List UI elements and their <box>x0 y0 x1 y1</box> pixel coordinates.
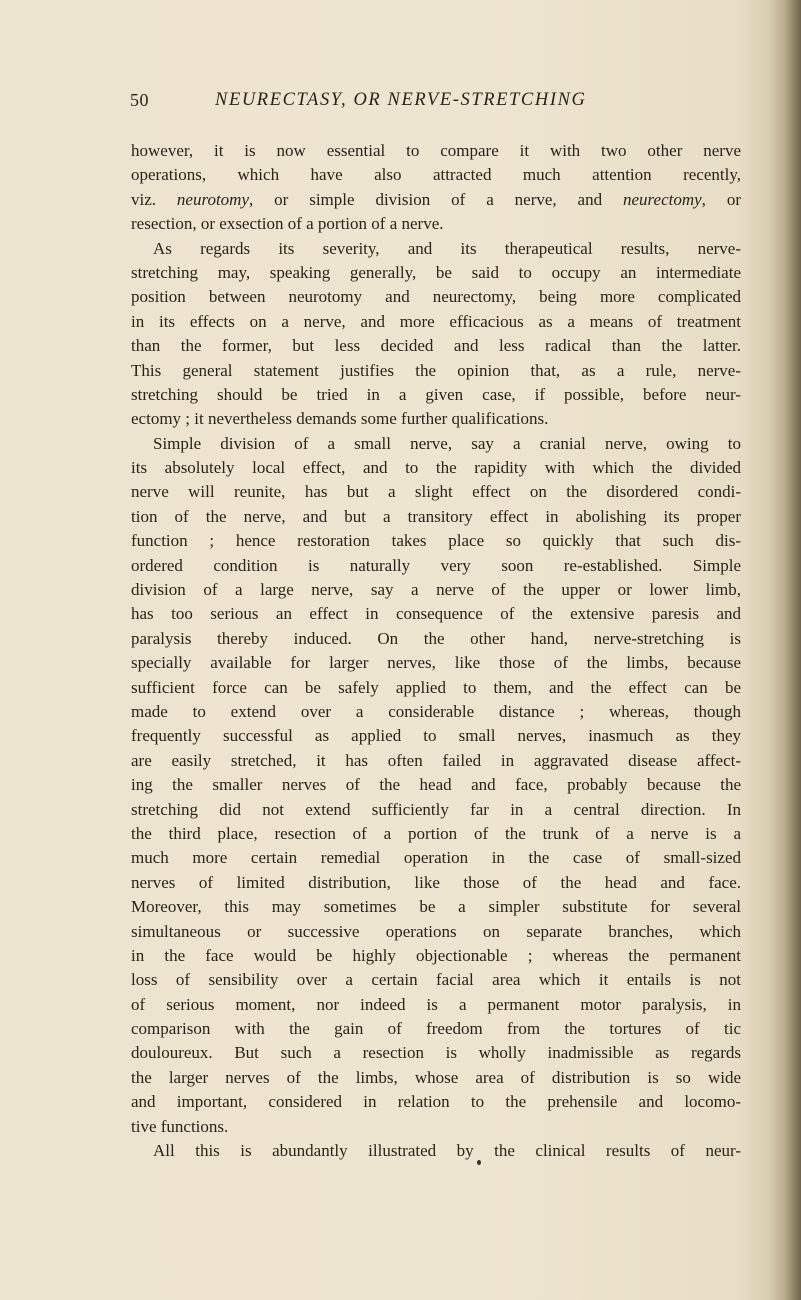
text-line: comparison with the gain of freedom from the tortures of tic <box>131 1019 741 1039</box>
body-text <box>131 139 741 1163</box>
text-line: tion of the nerve, and but a transitory effect in abolishing its proper <box>131 506 741 526</box>
text-line: nerves of limited distribution, like those of the head and face. <box>131 872 741 892</box>
text-run: viz. <box>131 189 177 209</box>
text-line: ordered condition is naturally very soon re-established. Simple <box>131 555 741 575</box>
text-line: sufficient force can be safely applied to them, and the effect can be <box>131 677 741 697</box>
text-line: of serious moment, nor indeed is a permanent motor paralysis, in <box>131 994 741 1014</box>
text-line: specially available for larger nerves, like those of the limbs, because <box>131 653 741 673</box>
text-line: Simple division of a small nerve, say a cranial nerve, owing to <box>153 433 741 453</box>
text-line: resection, or exsection of a portion of a nerve. <box>131 214 444 234</box>
text-line: operations, which have also attracted much attention recently, <box>131 165 741 185</box>
page-number: 50 <box>130 90 149 110</box>
text-line: function ; hence restoration takes place so quickly that such dis- <box>131 531 741 551</box>
text-line: stretching should be tried in a given case, if possible, before neur- <box>131 384 741 404</box>
text-line: As regards its severity, and its therapeutical results, nerve- <box>153 238 741 258</box>
text-line: All this is abundantly illustrated by the clinical results of neur- <box>153 1141 741 1161</box>
text-line: simultaneous or successive operations on separate branches, which <box>131 921 741 941</box>
text-line: stretching did not extend sufficiently far in a central direction. In <box>131 799 741 819</box>
text-line: however, it is now essential to compare it with two other nerve <box>131 141 741 160</box>
text-line <box>131 188 741 212</box>
italic-term-neurectomy: neurectomy <box>623 189 702 209</box>
text-line: in the face would be highly objectionable ; whereas the permanent <box>131 945 741 965</box>
italic-term-neurotomy: neurotomy <box>176 189 249 209</box>
text-line: Moreover, this may sometimes be a simpler substitute for several <box>131 897 741 917</box>
text-line: has too serious an effect in consequence of the extensive paresis and <box>131 604 741 624</box>
text-line: made to extend over a considerable distance ; whereas, though <box>131 701 741 721</box>
text-line: are easily stretched, it has often failed in aggravated disease affect- <box>131 750 741 770</box>
text-line: frequently successful as applied to small nerves, inasmuch as they <box>131 726 741 746</box>
text-line: its absolutely local effect, and to the rapidity with which the divided <box>131 458 741 478</box>
text-line: tive functions. <box>131 1116 229 1136</box>
text-line: douloureux. But such a resection is wholly inadmissible as regards <box>131 1043 741 1063</box>
text-line: the third place, resection of a portion of the trunk of a nerve is a <box>131 823 741 843</box>
text-line: and important, considered in relation to the prehensile and locomo- <box>131 1092 741 1112</box>
text-line: This general statement justifies the opinion that, as a rule, nerve- <box>131 360 741 380</box>
text-line: in its effects on a nerve, and more efficacious as a means of treatment <box>131 311 741 331</box>
text-run: , or <box>701 189 741 209</box>
ink-speck <box>477 1160 481 1165</box>
text-line: than the former, but less decided and less radical than the latter. <box>131 336 741 356</box>
text-line: position between neurotomy and neurectomy, being more complicated <box>131 287 741 307</box>
page-header <box>130 90 730 120</box>
text-line: ing the smaller nerves of the head and face, probably because the <box>131 775 741 795</box>
text-line: paralysis thereby induced. On the other hand, nerve-stretching is <box>131 628 741 648</box>
running-title: NEURECTASY, OR NERVE-STRETCHING <box>215 90 587 110</box>
text-line: stretching may, speaking generally, be said to occupy an intermediate <box>131 262 741 282</box>
text-line: division of a large nerve, say a nerve of the upper or lower limb, <box>131 580 741 600</box>
text-run: , or simple division of a nerve, and <box>249 189 623 209</box>
text-line: ectomy ; it nevertheless demands some further qualifications. <box>131 409 549 429</box>
text-line: loss of sensibility over a certain facial area which it entails is not <box>131 970 741 990</box>
text-line: the larger nerves of the limbs, whose area of distribution is so wide <box>131 1067 741 1087</box>
text-line: nerve will reunite, has but a slight effect on the disordered condi- <box>131 482 741 502</box>
text-line: much more certain remedial operation in the case of small-sized <box>131 848 741 868</box>
